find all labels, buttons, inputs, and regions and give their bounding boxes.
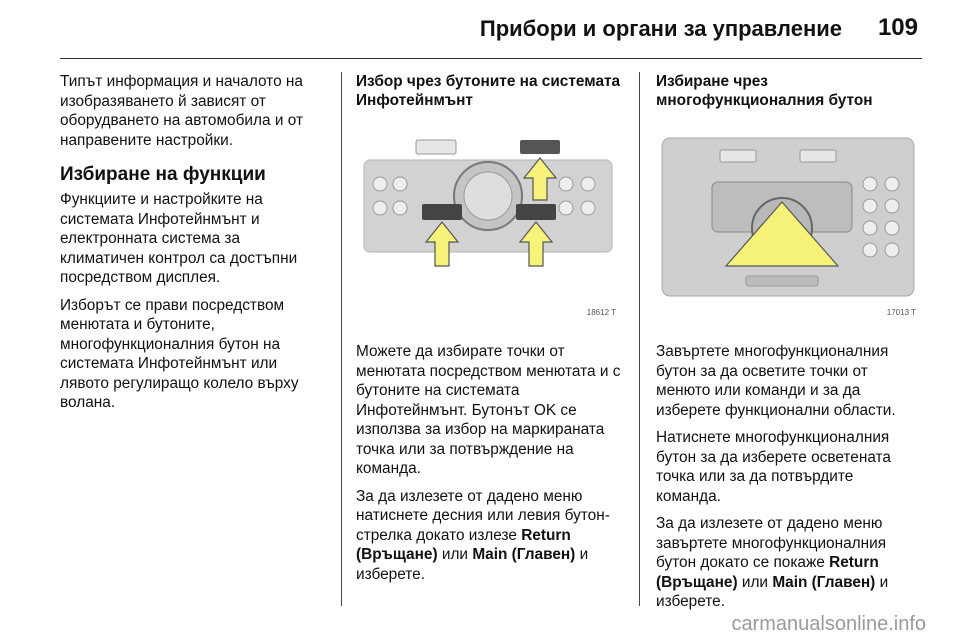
paragraph: Функциите и настройките на системата Инфотейнмънт и електронната система за климатичен контрол са достъпни посредством дисплея. [60, 191, 298, 286]
column-divider [341, 72, 342, 606]
multifunction-knob-figure [656, 116, 920, 326]
paragraph: Натиснете многофункционалния бутон за да изберете осветената точка или за да потвърдите команда. [656, 429, 891, 505]
paragraph: За да излезете от дадено меню натиснете десния или левия бутон-стрелка докато излезе Return (Връщане) или Main (Главен) и изберете. [356, 487, 610, 583]
infotainment-buttons-figure [356, 116, 620, 326]
figure-code: 17013 T [886, 307, 916, 317]
paragraph: Завъртете многофункционалния бутон за да осветите точки от менюто или команди и за да изберете функционални области. [656, 343, 896, 419]
section-heading: Избиране чрез многофункционалния бутон [656, 73, 873, 109]
section-heading: Избиране на функции [60, 164, 266, 185]
paragraph: Можете да избирате точки от менютата посредством менютата и с бутоните на системата Инфотейнмънт. Бутонът OK се използва за избор на маркираната точка или за потвърждение на команда. [356, 343, 621, 477]
column-1 [60, 72, 326, 421]
column-divider [639, 72, 640, 606]
page-number: 109 [877, 14, 918, 41]
watermark-text: carmanualsonline.info [731, 613, 926, 635]
figure-code: 18612 T [586, 307, 616, 317]
paragraph: Изборът се прави посредством менютата и бутоните, многофункционалния бутон на системата Инфотейнмънт или лявото регулиращо колело върху волана. [60, 296, 299, 411]
column-2 [356, 72, 626, 592]
column-3 [656, 72, 920, 620]
return-label: Return (Връщане) [356, 526, 571, 563]
return-label: Return (Връщане) [656, 554, 879, 591]
paragraph: За да излезете от дадено меню завъртете многофункционалния бутон докато се покаже Return (Връщане) или Main (Главен) и изберете. [656, 515, 889, 610]
main-label: Main (Главен) [472, 546, 576, 563]
page-title: Прибори и органи за управление [479, 16, 842, 41]
page-header [60, 0, 922, 59]
infotainment-panel-illustration [356, 116, 620, 326]
multifunction-panel-illustration [656, 116, 920, 326]
main-label: Main (Главен) [772, 573, 876, 591]
paragraph: Типът информация и началото на изобразяването й зависят от оборудването на автомобила и от направените настройки. [60, 73, 303, 149]
section-heading: Избор чрез бутоните на системата Инфотейнмънт [356, 73, 621, 109]
